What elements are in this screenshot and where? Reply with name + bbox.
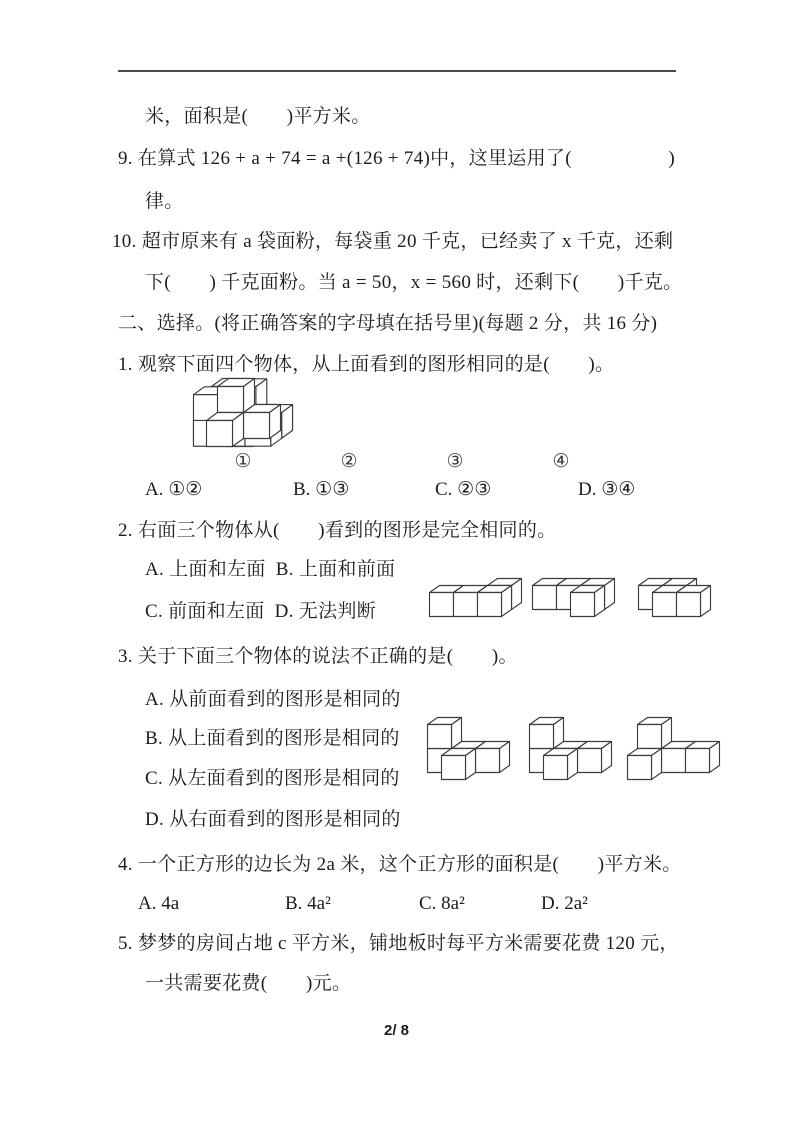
figure-label-3: ③	[446, 451, 464, 472]
figure-label-1: ①	[234, 451, 252, 472]
question2-figure-1	[428, 577, 523, 618]
page-number: 2/ 8	[383, 1022, 410, 1039]
question3-figure-3	[626, 716, 721, 781]
question2-options-cd: C. 前面和左面 D. 无法判断	[145, 601, 376, 622]
question3-figure-2	[528, 716, 613, 781]
question3-option-c: C. 从左面看到的图形是相同的	[145, 768, 400, 789]
question2-stem: 2. 右面三个物体从( )看到的图形是完全相同的。	[118, 520, 557, 541]
cube-figure-4	[192, 377, 294, 448]
question4-option-c: C. 8a²	[419, 893, 465, 914]
figure-label-4: ④	[552, 451, 570, 472]
question5-line1: 5. 梦梦的房间占地 c 平方米，铺地板时每平方米需要花费 120 元，	[118, 933, 679, 954]
question10-line2: 下( ) 千克面粉。当 a = 50，x = 560 时，还剩下( )千克。	[145, 272, 683, 293]
question1-option-d: D. ③④	[578, 479, 636, 500]
question5-line2: 一共需要花费( )元。	[145, 973, 352, 994]
question3-stem: 3. 关于下面三个物体的说法不正确的是( )。	[118, 646, 518, 667]
question1-option-a: A. ①②	[145, 479, 203, 500]
question2-figure-3	[637, 577, 712, 618]
question3-figure-1	[426, 716, 511, 781]
question1-stem: 1. 观察下面四个物体，从上面看到的图形相同的是( )。	[118, 354, 615, 375]
question4-option-b: B. 4a²	[285, 893, 331, 914]
question4-option-a: A. 4a	[138, 893, 180, 914]
figure-label-2: ②	[340, 451, 358, 472]
question1-figure-labels	[192, 450, 612, 473]
question3-option-b: B. 从上面看到的图形是相同的	[145, 728, 400, 749]
question10-line1: 10. 超市原来有 a 袋面粉，每袋重 20 千克，已经卖了 x 千克，还剩	[112, 231, 674, 252]
question3-option-d: D. 从右面看到的图形是相同的	[145, 809, 401, 830]
question2-options-ab: A. 上面和左面 B. 上面和前面	[145, 559, 396, 580]
top-divider	[118, 70, 676, 72]
question4-option-d: D. 2a²	[541, 893, 588, 914]
question9-line1: 9. 在算式 126 + a + 74 = a +(126 + 74)中，这里运用了( )	[118, 148, 675, 169]
question3-option-a: A. 从前面看到的图形是相同的	[145, 689, 401, 710]
question1-figure-row	[192, 382, 612, 448]
question4-stem: 4. 一个正方形的边长为 2a 米，这个正方形的面积是( )平方米。	[118, 854, 682, 875]
question9-line2: 律。	[145, 191, 184, 212]
question2-figure-2	[531, 577, 616, 618]
question8-tail: 米，面积是( )平方米。	[145, 106, 371, 127]
question1-option-c: C. ②③	[435, 479, 492, 500]
question1-option-b: B. ①③	[293, 479, 350, 500]
section2-header: 二、选择。(将正确答案的字母填在括号里)(每题 2 分，共 16 分)	[118, 313, 658, 334]
